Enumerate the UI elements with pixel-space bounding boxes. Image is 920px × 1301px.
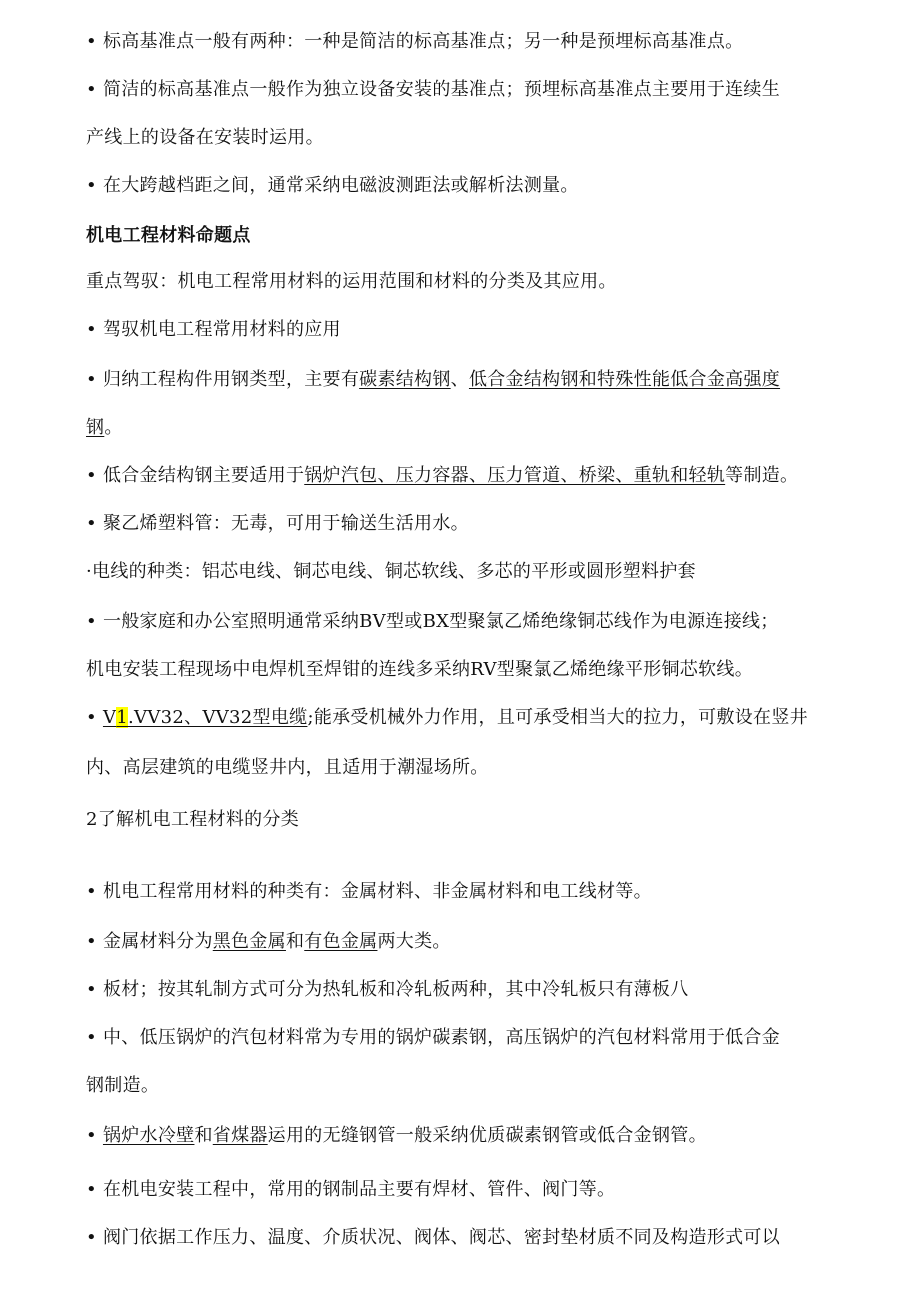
- highlighted-mark: 1: [116, 707, 129, 728]
- text-line-boiler-drum-cont: 钢制造。: [86, 1075, 160, 1096]
- text-line-classification-title: 2了解机电工程材料的分类: [86, 809, 300, 830]
- section-heading: 机电工程材料命题点: [86, 225, 251, 246]
- text-line-material-categories: • 机电工程常用材料的种类有：金属材料、非金属材料和电工线材等。: [86, 881, 652, 902]
- text-segment: 。: [104, 417, 123, 438]
- text-line-steel-products: • 在机电安装工程中，常用的钢制品主要有焊材、管件、阀门等。: [86, 1179, 616, 1200]
- text-segment: • 低合金结构钢主要适用于: [86, 465, 305, 486]
- underlined-term: 锅炉水冷壁: [102, 1125, 195, 1146]
- text-line-elevation-types: • 标高基准点一般有两种：一种是简洁的标高基准点；另一种是预埋标高基准点。: [86, 31, 744, 52]
- text-line-materials-application: • 驾驭机电工程常用材料的应用: [86, 319, 341, 340]
- text-line-elevation-usage-cont: 产线上的设备在安装时运用。: [86, 127, 324, 148]
- underlined-term: 有色金属: [304, 931, 378, 952]
- text-segment: 两大类。: [377, 931, 451, 952]
- underlined-term: 钢: [86, 417, 105, 438]
- text-line-steel-types-cont: [86, 416, 123, 440]
- text-line-steel-types: [86, 368, 780, 392]
- underlined-term: V: [102, 707, 117, 728]
- text-line-span-measurement: • 在大跨越档距之间，通常采纳电磁波测距法或解析法测量。: [86, 175, 579, 196]
- text-segment: 和: [194, 1125, 213, 1146]
- text-segment: •: [86, 1125, 103, 1146]
- text-segment: 和: [285, 931, 305, 952]
- underlined-term: 低合金结构钢和特殊性能低合金高强度: [468, 369, 781, 390]
- text-line-elevation-usage: • 简洁的标高基准点一般作为独立设备安装的基准点；预埋标高基准点主要用于连续生: [86, 79, 781, 100]
- text-line-boiler-drum: • 中、低压锅炉的汽包材料常为专用的锅炉碳素钢，高压锅炉的汽包材料常用于低合金: [86, 1027, 781, 1048]
- text-segment: 等制造。: [725, 465, 799, 486]
- text-line-cable-types: [86, 706, 808, 730]
- text-line-wire-types: ·电线的种类：铝芯电线、铜芯电线、铜芯软线、多芯的平形或圆形塑料护套: [86, 561, 696, 582]
- text-line-home-wiring: • 一般家庭和办公室照明通常采纳BV型或BX型聚氯乙烯绝缘铜芯线作为电源连接线；: [86, 611, 779, 632]
- text-line-pe-pipe: • 聚乙烯塑料管：无毒，可用于输送生活用水。: [86, 513, 469, 534]
- text-line-plate-rolling: • 板材；按其轧制方式可分为热轧板和冷轧板两种，其中冷轧板只有薄板八: [86, 979, 689, 1000]
- text-segment: • 金属材料分为: [86, 931, 213, 952]
- text-line-valves: • 阀门依据工作压力、温度、介质状况、阀体、阀芯、密封垫材质不同及构造形式可以: [86, 1227, 781, 1248]
- text-line-low-alloy-usage: [86, 464, 798, 488]
- text-line-seamless-pipe: [86, 1124, 707, 1148]
- underlined-term: 黑色金属: [212, 931, 286, 952]
- text-segment: •: [86, 707, 103, 728]
- underlined-term: 省煤器: [212, 1125, 268, 1146]
- text-line-metal-categories: [86, 930, 451, 954]
- text-segment: • 归纳工程构件用钢类型，主要有: [86, 369, 360, 390]
- text-segment: 、: [450, 369, 469, 390]
- underlined-term: .VV32、VV32型电缆: [128, 707, 308, 728]
- underlined-term: 碳素结构钢: [359, 369, 451, 390]
- text-line-key-points: 重点驾驭：机电工程常用材料的运用范围和材料的分类及其应用。: [86, 271, 617, 292]
- underlined-term: 锅炉汽包、压力容器、压力管道、桥梁、重轨和轻轨: [304, 465, 726, 486]
- text-line-welding-wire: 机电安装工程现场中电焊机至焊钳的连线多采纳RV型聚氯乙烯绝缘平形铜芯软线。: [86, 659, 754, 680]
- text-segment: ;能承受机械外力作用，且可承受相当大的拉力，可敷设在竖井: [307, 707, 808, 728]
- text-segment: 运用的无缝钢管一般采纳优质碳素钢管或低合金钢管。: [267, 1125, 707, 1146]
- text-line-cable-types-cont: 内、高层建筑的电缆竖井内，且适用于潮湿场所。: [86, 757, 489, 778]
